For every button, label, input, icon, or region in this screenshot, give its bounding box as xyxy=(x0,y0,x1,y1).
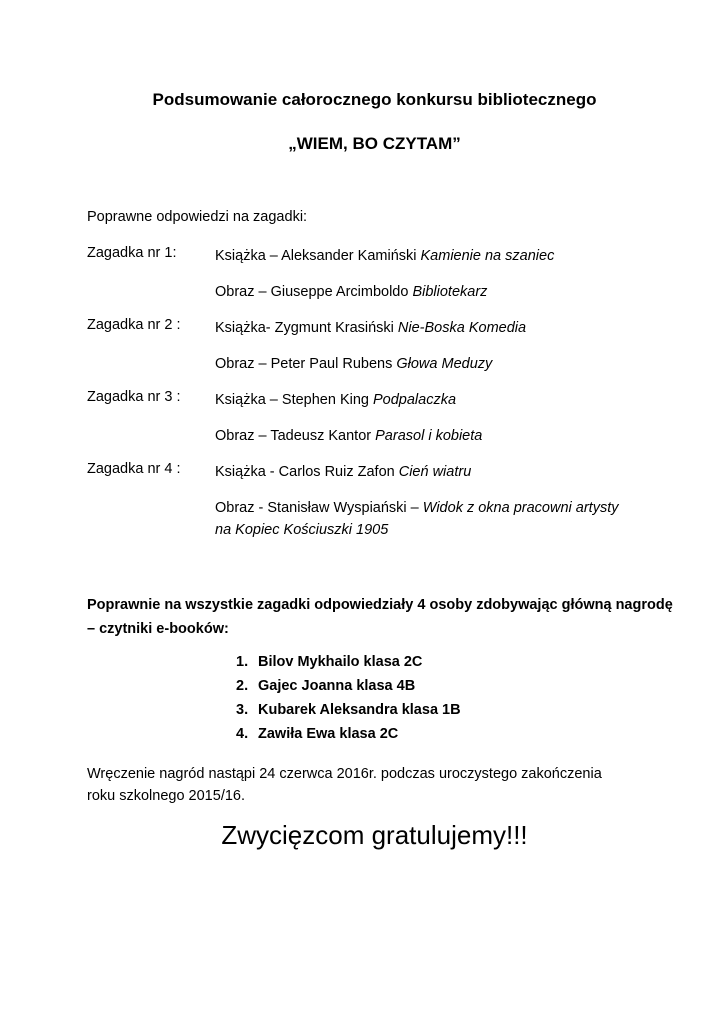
riddle-1 xyxy=(87,245,687,317)
painting-answer: Obraz – Tadeusz Kantor Parasol i kobieta xyxy=(215,428,483,444)
painting-answer: Obraz - Stanisław Wyspiański – Widok z okna pracowni artysty na Kopiec Kościuszki 1905 xyxy=(215,500,619,538)
riddle-label: Zagadka nr 2 : xyxy=(87,317,181,333)
riddle-3 xyxy=(87,389,687,461)
book-answer: Książka – Stephen King Podpalaczka xyxy=(215,392,457,408)
list-item: 2. Gajec Joanna klasa 4B xyxy=(236,678,416,694)
riddle-2 xyxy=(87,317,687,389)
book-answer: Książka - Carlos Ruiz Zafon Cień wiatru xyxy=(215,464,472,480)
list-item: 3. Kubarek Aleksandra klasa 1B xyxy=(236,702,461,718)
contest-name: „WIEM, BO CZYTAM” xyxy=(288,134,461,153)
painting-answer: Obraz – Peter Paul Rubens Głowa Meduzy xyxy=(215,356,493,372)
riddle-list xyxy=(87,245,687,538)
book-answer: Książka – Aleksander Kamiński Kamienie na szaniec xyxy=(215,248,555,264)
painting-answer: Obraz – Giuseppe Arcimboldo Bibliotekarz xyxy=(215,284,488,300)
list-item: 4. Zawiła Ewa klasa 2C xyxy=(236,726,399,742)
winners-list xyxy=(236,654,461,750)
riddle-4 xyxy=(87,461,687,538)
ceremony-info: Wręczenie nagród nastąpi 24 czerwca 2016r. podczas uroczystego zakończenia roku szkolnego 2015/16. xyxy=(87,766,602,804)
riddle-label: Zagadka nr 1: xyxy=(87,245,177,261)
riddle-label: Zagadka nr 3 : xyxy=(87,389,181,405)
list-item: 1. Bilov Mykhailo klasa 2C xyxy=(236,654,423,670)
riddle-label: Zagadka nr 4 : xyxy=(87,461,181,477)
document-title: Podsumowanie całorocznego konkursu bibliotecznego xyxy=(152,90,597,109)
book-answer: Książka- Zygmunt Krasiński Nie-Boska Komedia xyxy=(215,320,527,336)
answers-intro: Poprawne odpowiedzi na zagadki: xyxy=(87,209,308,225)
winners-announcement: Poprawnie na wszystkie zagadki odpowiedziały 4 osoby zdobywając główną nagrodę – czytniki e-booków: xyxy=(87,597,673,637)
congratulations-text: Zwycięzcom gratulujemy!!! xyxy=(221,820,528,850)
